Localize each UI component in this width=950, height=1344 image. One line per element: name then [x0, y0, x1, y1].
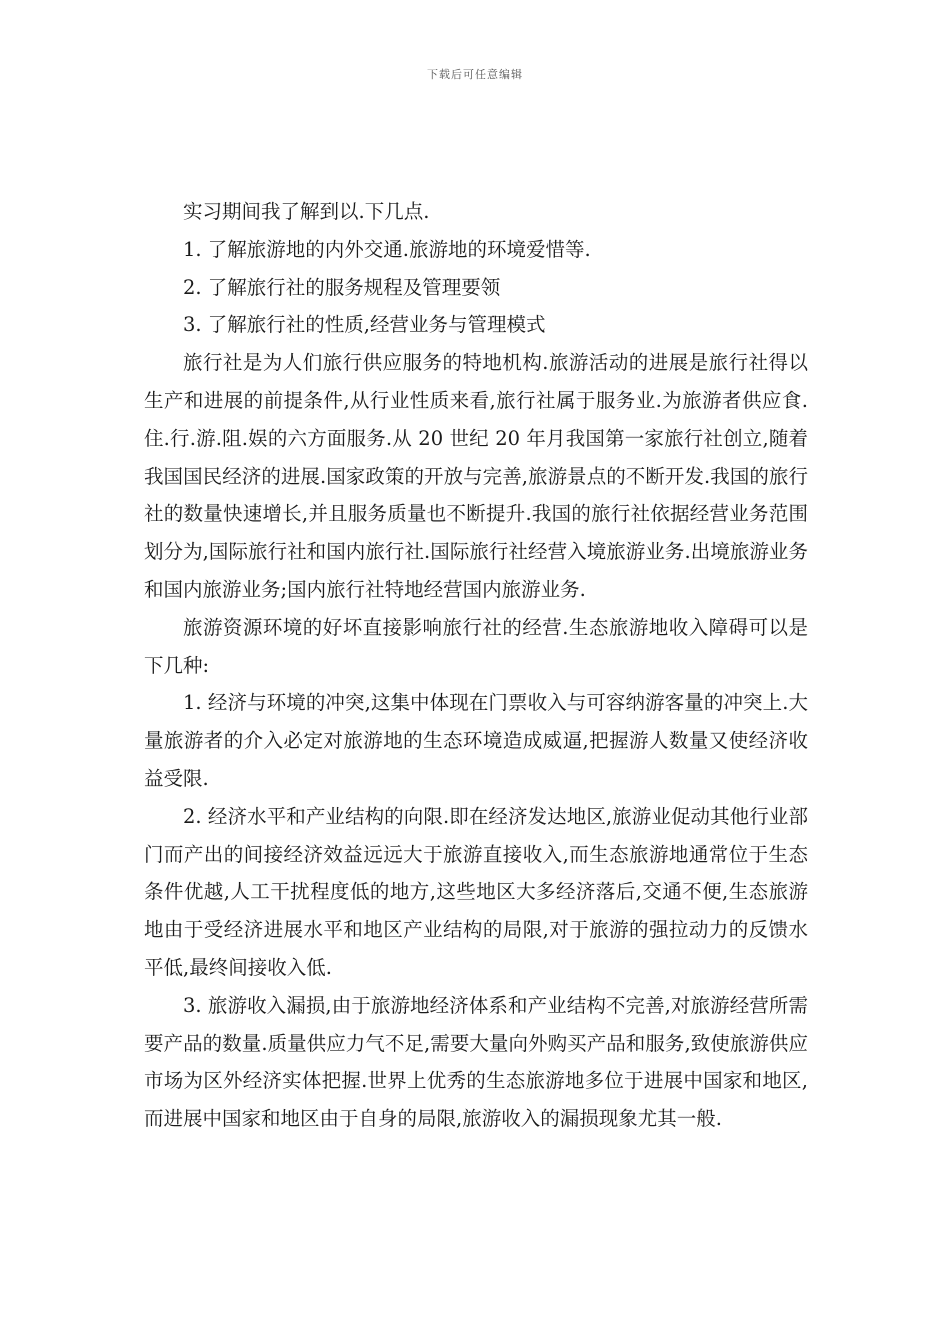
- document-body: [144, 193, 808, 1138]
- list-item-1: 1. 了解旅游地的内外交通.旅游地的环境爱惜等.: [183, 237, 591, 261]
- obstacle-item-3: 3. 旅游收入漏损,由于旅游地经济体系和产业结构不完善,对旅游经营所需要产品的数量.质量供应力气不足,需要大量向外购买产品和服务,致使旅游供应市场为区外经济实体把握.世界上优秀的生态旅游地多位于进展中国家和地区,而进展中国家和地区由于自身的局限,旅游收入的漏损现象尤其一般.: [144, 993, 808, 1131]
- paragraph-intro: 实习期间我了解到以.下几点.: [183, 200, 430, 223]
- obstacle-item-2: 2. 经济水平和产业结构的向限.即在经济发达地区,旅游业促动其他行业部门而产出的间接经济效益远远大于旅游直接收入,而生态旅游地通常位于生态条件优越,人工干扰程度低的地方,这些地区大多经济落后,交通不便,生态旅游地由于受经济进展水平和地区产业结构的局限,对于旅游的强拉动力的反馈水平低,最终间接收入低.: [144, 804, 808, 979]
- page-header-note: 下载后可任意编辑: [427, 68, 523, 81]
- paragraph-resource-environment: 旅游资源环境的好坏直接影响旅行社的经营.生态旅游地收入障碍可以是下几种:: [144, 615, 808, 677]
- obstacle-item-1: 1. 经济与环境的冲突,这集中体现在门票收入与可容纳游客量的冲突上.大量旅游者的介入必定对旅游地的生态环境造成威逼,把握游人数量又使经济收益受限.: [144, 691, 808, 790]
- list-item-3: 3. 了解旅行社的性质,经营业务与管理模式: [183, 313, 546, 337]
- paragraph-travel-agency: 旅行社是为人们旅行供应服务的特地机构.旅游活动的进展是旅行社得以生产和进展的前提条件,从行业性质来看,旅行社属于服务业.为旅游者供应食.住.行.游.阻.娱的六方面服务.从 20 世纪 20 年月我国第一家旅行社创立,随着我国国民经济的进展.国家政策的开放与完善,旅游景点的不断开发.我国的旅行社的数量快速增长,并且服务质量也不断提升.我国的旅行社依据经营业务范围划分为,国际旅行社和国内旅行社.国际旅行社经营入境旅游业务.出境旅游业务和国内旅游业务;国内旅行社特地经营国内旅游业务.: [144, 351, 808, 601]
- list-item-2: 2. 了解旅行社的服务规程及管理要领: [183, 275, 501, 299]
